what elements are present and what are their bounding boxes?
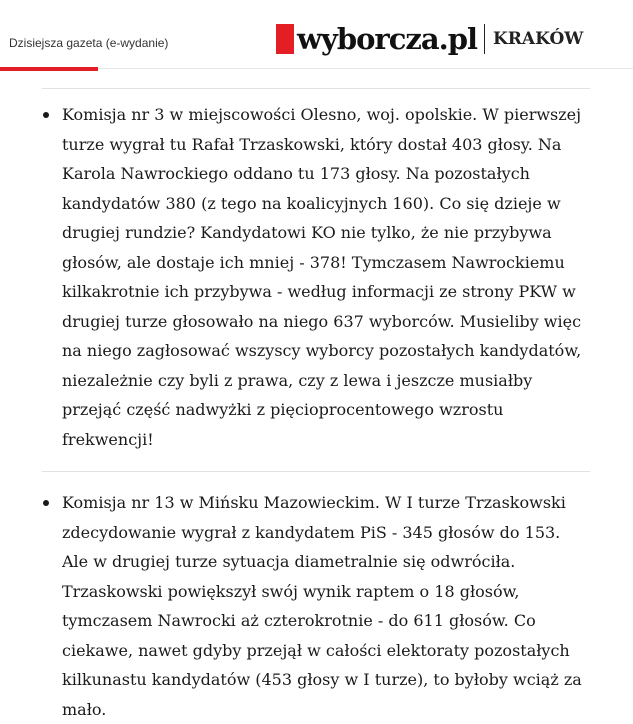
city-edition-label[interactable]: KRAKÓW <box>493 29 584 49</box>
active-tab-indicator <box>0 67 98 71</box>
list-item-text: Komisja nr 13 w Mińsku Mazowieckim. W I turze Trzaskowski zdecydowanie wygrał z kandydatem PiS - 345 głosów do 153. Ale w drugiej turze sytuacja diametralnie się odwróciła. Trzaskowski powiększył swój wynik raptem o 18 głosów, tymczasem Nawrocki aż czterokrotnie - do 611 głosów. Co ciekawe, nawet gdyby przejął w całości elektoraty pozostałych kilkunastu kandydatów (453 głosy w I turze), to byłoby wciąż za mało. <box>62 493 582 719</box>
list-item-text: Komisja nr 3 w miejscowości Olesno, woj. opolskie. W pierwszej turze wygrał tu Rafał Trzaskowski, który dostał 403 głosy. Na Karola Nawrockiego oddano tu 173 głosy. Na pozostałych kandydatów 380 (z tego na koalicyjnych 160). Co się dzieje w drugiej rundzie? Kandydatowi KO nie tylko, że nie przybywa głosów, ale dostaje ich mniej - 378! Tymczasem Nawrockiemu kilkakrotnie ich przybywa - według informacji ze strony PKW w drugiej turze głosowało na niego 637 wyborców. Musieliby więc na niego zagłosować wszyscy wyborcy pozostałych kandydatów, niezależnie czy byli z prawa, czy z lewa i jeszcze musiałby przejąć część nadwyżki z pięcioprocentowego wzrostu frekwencji! <box>62 105 582 449</box>
logo-divider <box>484 24 485 54</box>
logo-red-square-icon <box>276 24 294 54</box>
bullet-icon <box>43 112 49 118</box>
site-header <box>0 0 633 69</box>
separator <box>42 88 590 89</box>
list-item <box>42 488 590 724</box>
brand-logo[interactable] <box>276 24 583 54</box>
list-item <box>42 100 590 454</box>
logo-text: wyborcza.pl <box>297 22 478 56</box>
bullet-icon <box>43 500 49 506</box>
article-list <box>42 88 590 724</box>
e-edition-link[interactable]: Dzisiejsza gazeta (e-wydanie) <box>9 36 169 50</box>
